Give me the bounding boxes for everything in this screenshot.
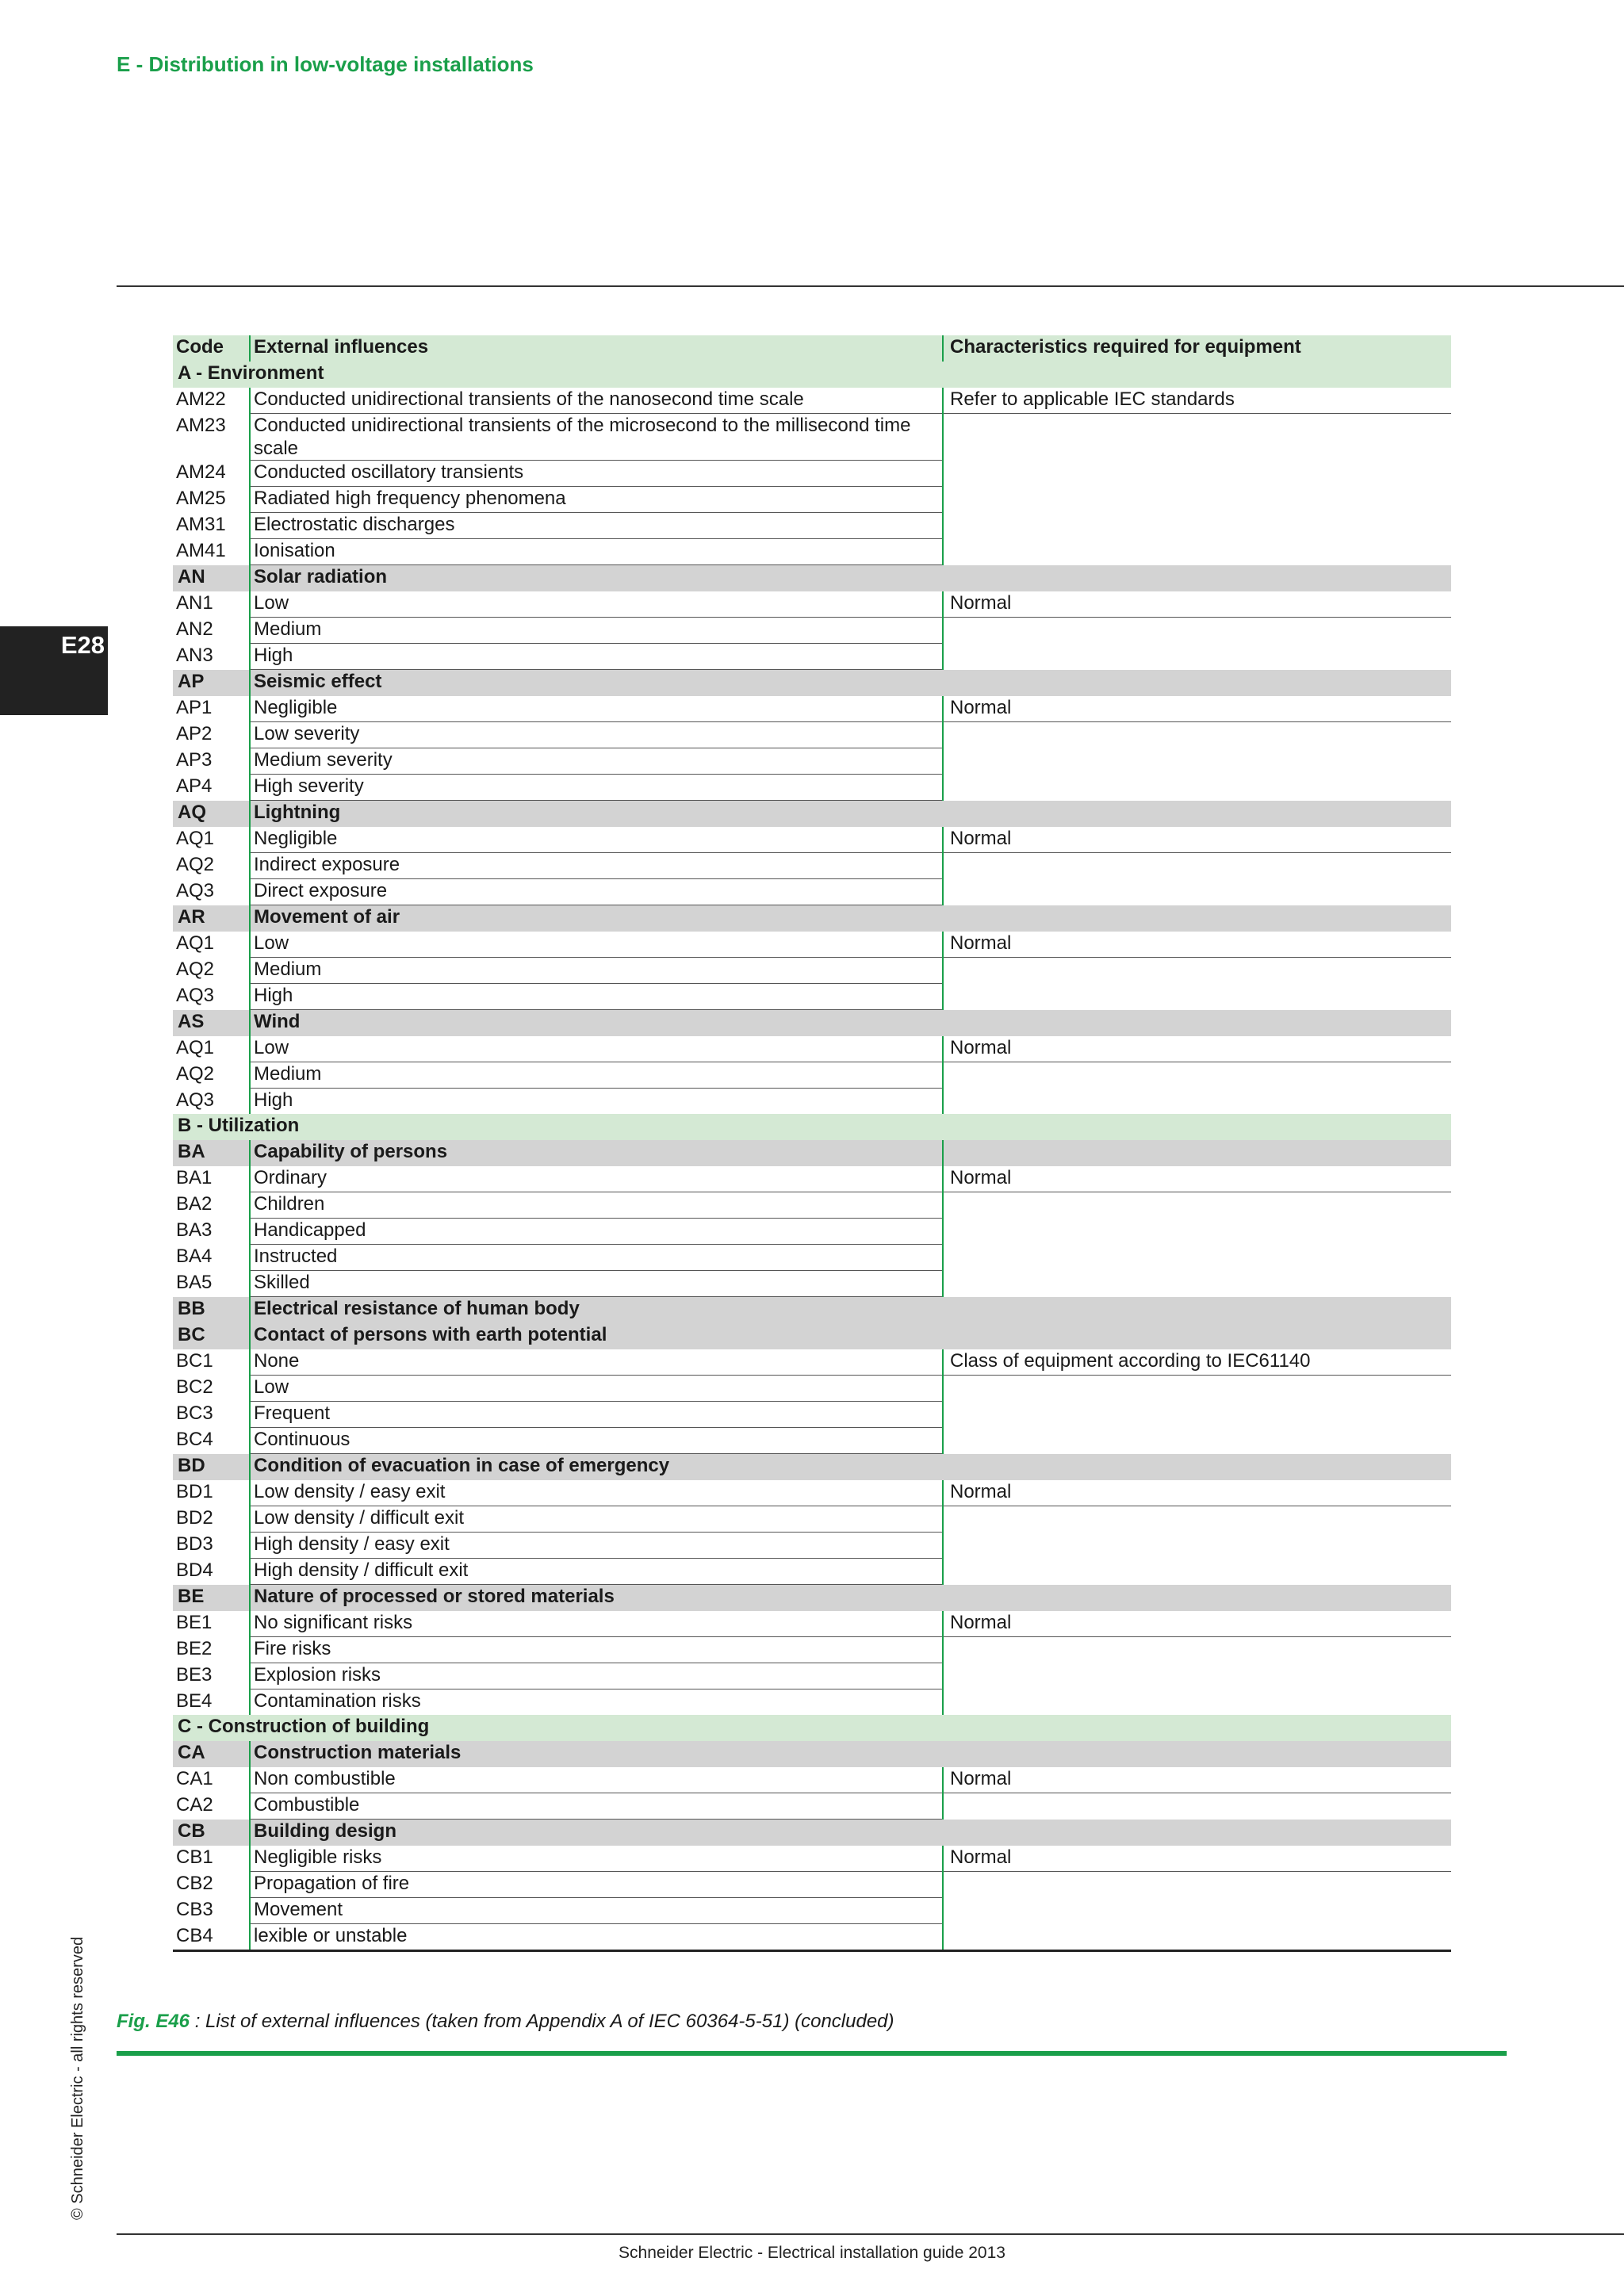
influence-description: Negligible bbox=[250, 696, 943, 722]
category-characteristics bbox=[943, 1323, 1451, 1349]
equipment-characteristics bbox=[943, 487, 1451, 513]
external-influences-table-wrap bbox=[173, 335, 1451, 1952]
influence-code: AN2 bbox=[176, 618, 213, 640]
influence-description: Conducted oscillatory transients bbox=[250, 461, 943, 487]
influence-code: CB3 bbox=[176, 1898, 213, 1920]
figure-caption bbox=[117, 2011, 894, 2033]
influence-code: BE2 bbox=[176, 1637, 213, 1659]
influence-description: Propagation of fire bbox=[250, 1872, 943, 1898]
influence-description: Skilled bbox=[250, 1271, 943, 1297]
equipment-characteristics bbox=[943, 1219, 1451, 1245]
influence-code: AP2 bbox=[176, 722, 213, 744]
category-row bbox=[173, 1820, 1451, 1846]
equipment-characteristics bbox=[943, 1245, 1451, 1271]
section-label: B - Utilization bbox=[173, 1114, 1451, 1140]
influence-code: AP1 bbox=[176, 697, 213, 718]
equipment-characteristics bbox=[943, 1428, 1451, 1454]
equipment-characteristics bbox=[943, 461, 1451, 487]
influence-description: Non combustible bbox=[250, 1767, 943, 1793]
category-name: Capability of persons bbox=[250, 1140, 943, 1166]
table-row bbox=[173, 1611, 1451, 1637]
category-code: BA bbox=[173, 1140, 250, 1166]
influence-code: AP3 bbox=[176, 748, 213, 771]
influence-code: AQ2 bbox=[176, 853, 215, 875]
external-influences-table bbox=[173, 335, 1451, 1952]
category-row bbox=[173, 1140, 1451, 1166]
category-row bbox=[173, 1297, 1451, 1324]
table-row bbox=[173, 748, 1451, 775]
category-row bbox=[173, 905, 1451, 932]
influence-code: AQ2 bbox=[176, 958, 215, 980]
table-row bbox=[173, 722, 1451, 748]
equipment-characteristics bbox=[943, 1271, 1451, 1297]
influence-code: BC3 bbox=[176, 1402, 213, 1424]
influence-code: CA1 bbox=[176, 1768, 213, 1789]
influence-description: Instructed bbox=[250, 1245, 943, 1271]
equipment-characteristics bbox=[943, 775, 1451, 801]
influence-description: None bbox=[250, 1349, 943, 1376]
table-row bbox=[173, 461, 1451, 487]
page-number: E28 bbox=[60, 631, 105, 659]
influence-code: BD2 bbox=[176, 1506, 213, 1529]
category-name: Condition of evacuation in case of emergency bbox=[250, 1454, 943, 1481]
table-row bbox=[173, 1767, 1451, 1793]
influence-description: High bbox=[250, 984, 943, 1010]
influence-description: Ordinary bbox=[250, 1166, 943, 1192]
section-label: C - Construction of building bbox=[173, 1715, 1451, 1741]
table-row bbox=[173, 1533, 1451, 1559]
category-characteristics bbox=[943, 801, 1451, 828]
table-row bbox=[173, 1689, 1451, 1716]
table-row bbox=[173, 1793, 1451, 1820]
table-row bbox=[173, 1637, 1451, 1663]
equipment-characteristics bbox=[943, 414, 1451, 461]
table-row bbox=[173, 1506, 1451, 1533]
influence-code: BC2 bbox=[176, 1376, 213, 1398]
influence-description: Low bbox=[250, 1036, 943, 1062]
influence-code: AN1 bbox=[176, 592, 213, 614]
table-row bbox=[173, 1192, 1451, 1219]
equipment-characteristics bbox=[943, 984, 1451, 1010]
category-row bbox=[173, 565, 1451, 592]
category-code: AQ bbox=[173, 801, 250, 828]
influence-description: Negligible risks bbox=[250, 1846, 943, 1872]
equipment-characteristics bbox=[943, 722, 1451, 748]
equipment-characteristics bbox=[943, 748, 1451, 775]
category-characteristics bbox=[943, 1820, 1451, 1846]
equipment-characteristics bbox=[943, 1924, 1451, 1951]
influence-description: Indirect exposure bbox=[250, 853, 943, 879]
influence-description: High bbox=[250, 1089, 943, 1115]
top-divider bbox=[117, 285, 1624, 287]
category-name: Building design bbox=[250, 1820, 943, 1846]
column-header-influences: External influences bbox=[250, 335, 943, 362]
influence-description: Children bbox=[250, 1192, 943, 1219]
equipment-characteristics: Normal bbox=[943, 932, 1451, 958]
equipment-characteristics: Normal bbox=[943, 1166, 1451, 1192]
category-code: BD bbox=[173, 1454, 250, 1481]
influence-code: AQ2 bbox=[176, 1062, 215, 1085]
table-row bbox=[173, 1219, 1451, 1245]
influence-code: CB2 bbox=[176, 1872, 213, 1894]
section-row bbox=[173, 1715, 1451, 1741]
category-name: Wind bbox=[250, 1010, 943, 1037]
table-row bbox=[173, 827, 1451, 853]
influence-description: Contamination risks bbox=[250, 1689, 943, 1716]
table-row bbox=[173, 1349, 1451, 1376]
equipment-characteristics: Normal bbox=[943, 696, 1451, 722]
table-row bbox=[173, 1663, 1451, 1689]
influence-code: BE4 bbox=[176, 1689, 213, 1712]
table-row bbox=[173, 618, 1451, 644]
influence-code: AQ1 bbox=[176, 828, 215, 849]
influence-description: Medium bbox=[250, 618, 943, 644]
green-divider bbox=[117, 2051, 1507, 2056]
influence-code: AQ3 bbox=[176, 1089, 215, 1111]
equipment-characteristics bbox=[943, 1689, 1451, 1716]
category-code: CB bbox=[173, 1820, 250, 1846]
bottom-divider bbox=[117, 2233, 1624, 2235]
influence-code: BA2 bbox=[176, 1192, 213, 1215]
equipment-characteristics bbox=[943, 644, 1451, 670]
table-row bbox=[173, 388, 1451, 414]
equipment-characteristics: Normal bbox=[943, 1611, 1451, 1637]
category-row bbox=[173, 1010, 1451, 1037]
influence-description: Handicapped bbox=[250, 1219, 943, 1245]
table-row bbox=[173, 539, 1451, 565]
figure-caption-text: : List of external influences (taken from Appendix A of IEC 60364-5-51) (concluded) bbox=[190, 2011, 894, 2032]
influence-code: AQ3 bbox=[176, 984, 215, 1006]
section-row bbox=[173, 1114, 1451, 1140]
category-characteristics bbox=[943, 1140, 1451, 1166]
category-code: BC bbox=[173, 1323, 250, 1349]
section-row bbox=[173, 362, 1451, 388]
equipment-characteristics bbox=[943, 879, 1451, 905]
influence-code: AM41 bbox=[176, 539, 226, 561]
table-row bbox=[173, 1376, 1451, 1402]
equipment-characteristics bbox=[943, 1192, 1451, 1219]
table-row bbox=[173, 414, 1451, 461]
table-row bbox=[173, 1428, 1451, 1454]
category-row bbox=[173, 1323, 1451, 1349]
column-header-code: Code bbox=[173, 335, 250, 362]
influence-code: AQ3 bbox=[176, 879, 215, 901]
influence-description: Medium bbox=[250, 958, 943, 984]
influence-code: AQ1 bbox=[176, 1037, 215, 1058]
influence-code: AP4 bbox=[176, 775, 213, 797]
influence-description: Conducted unidirectional transients of the nanosecond time scale bbox=[250, 388, 943, 414]
equipment-characteristics bbox=[943, 1898, 1451, 1924]
category-characteristics bbox=[943, 1297, 1451, 1324]
page-number-tab bbox=[0, 626, 108, 715]
category-characteristics bbox=[943, 1454, 1451, 1481]
influence-description: Medium bbox=[250, 1062, 943, 1089]
equipment-characteristics bbox=[943, 1559, 1451, 1585]
category-name: Seismic effect bbox=[250, 670, 943, 697]
category-characteristics bbox=[943, 1585, 1451, 1612]
influence-description: Electrostatic discharges bbox=[250, 513, 943, 539]
table-row bbox=[173, 644, 1451, 670]
category-code: BE bbox=[173, 1585, 250, 1612]
influence-code: CB1 bbox=[176, 1846, 213, 1868]
influence-code: BA5 bbox=[176, 1271, 213, 1293]
category-code: BB bbox=[173, 1297, 250, 1324]
influence-code: CA2 bbox=[176, 1793, 213, 1816]
influence-code: BD4 bbox=[176, 1559, 213, 1581]
influence-description: Conducted unidirectional transients of the microsecond to the millisecond time scale bbox=[250, 414, 943, 461]
equipment-characteristics bbox=[943, 1506, 1451, 1533]
equipment-characteristics bbox=[943, 618, 1451, 644]
table-row bbox=[173, 879, 1451, 905]
influence-description: lexible or unstable bbox=[250, 1924, 943, 1951]
influence-code: AQ1 bbox=[176, 932, 215, 954]
category-characteristics bbox=[943, 1741, 1451, 1767]
table-row bbox=[173, 1480, 1451, 1506]
influence-code: BA4 bbox=[176, 1245, 213, 1267]
category-name: Lightning bbox=[250, 801, 943, 828]
equipment-characteristics bbox=[943, 513, 1451, 539]
table-row bbox=[173, 1245, 1451, 1271]
table-row bbox=[173, 487, 1451, 513]
influence-description: Fire risks bbox=[250, 1637, 943, 1663]
influence-description: Movement bbox=[250, 1898, 943, 1924]
influence-description: Low bbox=[250, 591, 943, 618]
table-row bbox=[173, 932, 1451, 958]
table-row bbox=[173, 1271, 1451, 1297]
influence-code: AM24 bbox=[176, 461, 226, 483]
influence-description: Radiated high frequency phenomena bbox=[250, 487, 943, 513]
equipment-characteristics bbox=[943, 958, 1451, 984]
equipment-characteristics: Refer to applicable IEC standards bbox=[943, 388, 1451, 414]
category-name: Electrical resistance of human body bbox=[250, 1297, 943, 1324]
equipment-characteristics bbox=[943, 1663, 1451, 1689]
influence-description: No significant risks bbox=[250, 1611, 943, 1637]
category-row bbox=[173, 1454, 1451, 1481]
influence-description: Explosion risks bbox=[250, 1663, 943, 1689]
influence-code: AM22 bbox=[176, 388, 226, 410]
influence-code: AM23 bbox=[176, 414, 226, 436]
equipment-characteristics: Normal bbox=[943, 591, 1451, 618]
category-row bbox=[173, 1741, 1451, 1767]
category-code: AS bbox=[173, 1010, 250, 1037]
influence-code: AM31 bbox=[176, 513, 226, 535]
table-header-row bbox=[173, 335, 1451, 362]
category-characteristics bbox=[943, 565, 1451, 592]
influence-description: Medium severity bbox=[250, 748, 943, 775]
influence-code: BD1 bbox=[176, 1481, 213, 1502]
table-row bbox=[173, 1166, 1451, 1192]
table-row bbox=[173, 1924, 1451, 1951]
equipment-characteristics: Normal bbox=[943, 1846, 1451, 1872]
equipment-characteristics: Class of equipment according to IEC61140 bbox=[943, 1349, 1451, 1376]
section-title: E - Distribution in low-voltage installations bbox=[117, 52, 534, 76]
influence-description: Ionisation bbox=[250, 539, 943, 565]
influence-code: BD3 bbox=[176, 1533, 213, 1555]
influence-description: Direct exposure bbox=[250, 879, 943, 905]
table-row bbox=[173, 1036, 1451, 1062]
category-name: Nature of processed or stored materials bbox=[250, 1585, 943, 1612]
influence-description: Continuous bbox=[250, 1428, 943, 1454]
category-characteristics bbox=[943, 670, 1451, 697]
equipment-characteristics bbox=[943, 1872, 1451, 1898]
equipment-characteristics: Normal bbox=[943, 827, 1451, 853]
table-row bbox=[173, 1089, 1451, 1115]
influence-code: CB4 bbox=[173, 1924, 250, 1951]
influence-code: BA1 bbox=[176, 1167, 213, 1188]
influence-description: Frequent bbox=[250, 1402, 943, 1428]
column-header-characteristics: Characteristics required for equipment bbox=[943, 335, 1451, 362]
equipment-characteristics: Normal bbox=[943, 1767, 1451, 1793]
influence-description: High density / difficult exit bbox=[250, 1559, 943, 1585]
influence-description: High severity bbox=[250, 775, 943, 801]
table-row bbox=[173, 1062, 1451, 1089]
influence-code: BC1 bbox=[176, 1350, 213, 1372]
table-row bbox=[173, 1898, 1451, 1924]
table-row bbox=[173, 853, 1451, 879]
category-code: AN bbox=[173, 565, 250, 592]
equipment-characteristics bbox=[943, 1402, 1451, 1428]
influence-description: Low bbox=[250, 1376, 943, 1402]
copyright-notice: © Schneider Electric - all rights reserved bbox=[69, 1936, 86, 2220]
table-row bbox=[173, 1872, 1451, 1898]
influence-code: BE1 bbox=[176, 1612, 213, 1633]
influence-code: AM25 bbox=[176, 487, 226, 509]
category-characteristics bbox=[943, 1010, 1451, 1037]
influence-code: BC4 bbox=[176, 1428, 213, 1450]
table-row bbox=[173, 513, 1451, 539]
influence-code: BE3 bbox=[176, 1663, 213, 1686]
equipment-characteristics bbox=[943, 1793, 1451, 1820]
table-row bbox=[173, 1559, 1451, 1585]
equipment-characteristics bbox=[943, 1089, 1451, 1115]
equipment-characteristics bbox=[943, 1637, 1451, 1663]
category-name: Construction materials bbox=[250, 1741, 943, 1767]
influence-description: High density / easy exit bbox=[250, 1533, 943, 1559]
table-row bbox=[173, 696, 1451, 722]
table-row bbox=[173, 591, 1451, 618]
table-row bbox=[173, 958, 1451, 984]
equipment-characteristics: Normal bbox=[943, 1036, 1451, 1062]
influence-description: Combustible bbox=[250, 1793, 943, 1820]
equipment-characteristics bbox=[943, 539, 1451, 565]
category-name: Movement of air bbox=[250, 905, 943, 932]
category-code: AR bbox=[173, 905, 250, 932]
influence-description: Negligible bbox=[250, 827, 943, 853]
category-row bbox=[173, 670, 1451, 697]
influence-description: Low bbox=[250, 932, 943, 958]
equipment-characteristics bbox=[943, 1376, 1451, 1402]
table-row bbox=[173, 984, 1451, 1010]
equipment-characteristics bbox=[943, 853, 1451, 879]
figure-number: Fig. E46 bbox=[117, 2011, 190, 2032]
equipment-characteristics: Normal bbox=[943, 1480, 1451, 1506]
influence-code: AN3 bbox=[176, 644, 213, 666]
table-row bbox=[173, 1846, 1451, 1872]
influence-description: Low severity bbox=[250, 722, 943, 748]
influence-code: BA3 bbox=[176, 1219, 213, 1241]
page-footer: Schneider Electric - Electrical installation guide 2013 bbox=[619, 2244, 1005, 2262]
equipment-characteristics bbox=[943, 1062, 1451, 1089]
equipment-characteristics bbox=[943, 1533, 1451, 1559]
table-row bbox=[173, 1402, 1451, 1428]
section-label: A - Environment bbox=[173, 362, 1451, 388]
category-name: Solar radiation bbox=[250, 565, 943, 592]
table-body bbox=[173, 362, 1451, 1951]
influence-description: Low density / difficult exit bbox=[250, 1506, 943, 1533]
category-code: CA bbox=[173, 1741, 250, 1767]
category-row bbox=[173, 1585, 1451, 1612]
category-name: Contact of persons with earth potential bbox=[250, 1323, 943, 1349]
category-row bbox=[173, 801, 1451, 828]
table-row bbox=[173, 775, 1451, 801]
influence-description: Low density / easy exit bbox=[250, 1480, 943, 1506]
influence-description: High bbox=[250, 644, 943, 670]
category-characteristics bbox=[943, 905, 1451, 932]
category-code: AP bbox=[173, 670, 250, 697]
